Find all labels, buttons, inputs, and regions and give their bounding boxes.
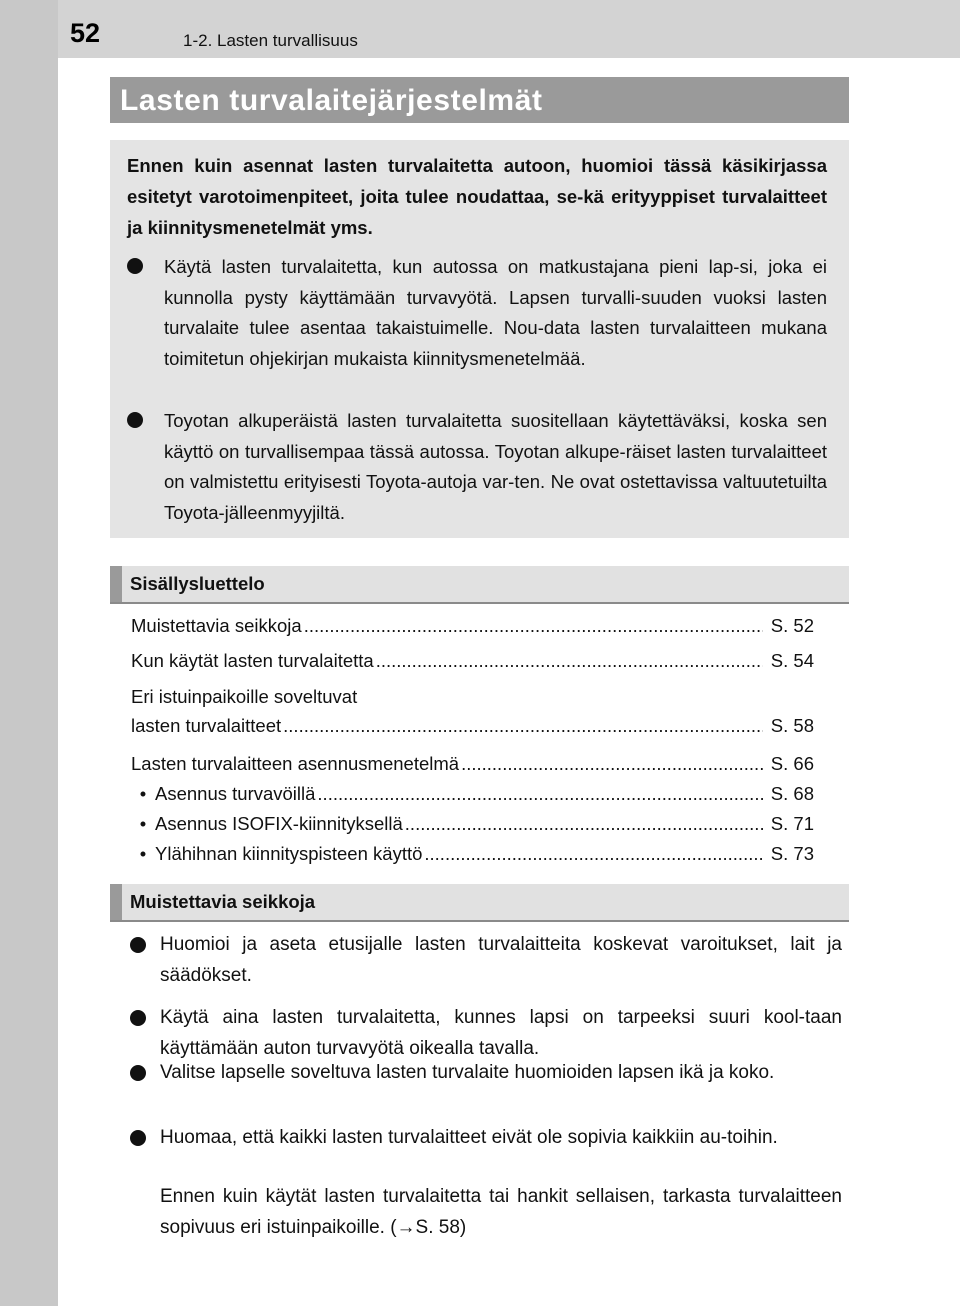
dot-leader bbox=[405, 813, 763, 835]
toc-sub-entry[interactable] bbox=[131, 843, 814, 865]
toc-entry[interactable] bbox=[131, 753, 814, 775]
toc-entry-text: Muistettavia seikkoja bbox=[131, 615, 302, 636]
section-label: 1-2. Lasten turvallisuus bbox=[183, 31, 358, 50]
bullet-icon bbox=[130, 1130, 146, 1146]
intro-lead: Ennen kuin asennat lasten turvalaitetta autoon, huomioi tässä käsikirjassa esitetyt varotoimenpiteet, joita tulee noudattaa, se-kä erityyppiset turvalaitteet ja kiinnitysmenetelmät yms. bbox=[127, 155, 827, 238]
list-item bbox=[130, 1002, 842, 1064]
toc-sub-entry-text: • Asennus ISOFIX-kiinnityksellä bbox=[131, 813, 403, 835]
toc-entry-text: lasten turvalaitteet bbox=[131, 715, 282, 736]
dot-leader bbox=[304, 615, 763, 637]
bullet-icon bbox=[130, 1065, 146, 1081]
bullet-icon bbox=[127, 412, 143, 428]
dot-leader bbox=[461, 753, 763, 775]
dot-leader bbox=[317, 783, 762, 805]
page-title: Lasten turvalaitejärjestelmät bbox=[120, 84, 543, 117]
toc-entry[interactable] bbox=[131, 650, 814, 672]
toc-page-ref: S. 54 bbox=[770, 650, 814, 671]
list-item bbox=[130, 1122, 842, 1153]
toc-page-ref: S. 71 bbox=[770, 813, 814, 834]
list-item-text: Käytä aina lasten turvalaitetta, kunnes lapsi on tarpeeksi suuri kool-taan käyttämään auton turvavyötä oikealla tavalla. bbox=[160, 1007, 842, 1059]
muistettavia-heading: Muistettavia seikkoja bbox=[130, 891, 316, 912]
bullet-icon bbox=[130, 937, 146, 953]
toc-page-ref: S. 52 bbox=[770, 615, 814, 636]
intro-bullet bbox=[127, 252, 827, 374]
toc-entry-text: Kun käytät lasten turvalaitetta bbox=[131, 650, 374, 671]
toc-page-ref: S. 58 bbox=[770, 715, 814, 736]
list-item-text: Huomaa, että kaikki lasten turvalaitteet eivät ole sopivia kaikkiin au-toihin. bbox=[160, 1127, 778, 1148]
list-item-text: Huomioi ja aseta etusijalle lasten turvalaitteita koskevat varoitukset, lait ja säädökset. bbox=[160, 934, 842, 986]
toc-entry-text: Lasten turvalaitteen asennusmenetelmä bbox=[131, 753, 460, 774]
toc-page-ref: S. 68 bbox=[770, 783, 814, 804]
toc-sub-entry-text: • Ylähihnan kiinnityspisteen käyttö bbox=[131, 843, 422, 865]
list-item-continuation: Ennen kuin käytät lasten turvalaitetta tai hankit sellaisen, tarkasta turvalaitteen sopivuus eri istuinpaikoille. (→S. 58) bbox=[160, 1186, 842, 1238]
list-item bbox=[130, 929, 842, 991]
dot-leader bbox=[283, 715, 763, 737]
toc-heading-bar bbox=[110, 566, 849, 604]
list-item-text: Valitse lapselle soveltuva lasten turvalaite huomioiden lapsen ikä ja koko. bbox=[160, 1062, 775, 1083]
list-item bbox=[130, 1057, 842, 1088]
left-margin-strip bbox=[0, 0, 58, 1306]
toc-heading: Sisällysluettelo bbox=[130, 573, 265, 594]
intro-bullet-text: Toyotan alkuperäistä lasten turvalaitetta suositellaan käytettäväksi, koska sen käyttö on turvallisempaa tässä autossa. Toyotan alkupe-räiset lasten turvalaitteet on valmistettu erityisesti Toyota-autoja var-ten. Ne ovat ostettavissa valtuutetuilta Toyota-jälleenmyyjiltä. bbox=[164, 410, 827, 523]
toc-page-ref: S. 66 bbox=[770, 753, 814, 774]
toc-sub-entry-text: • Asennus turvavöillä bbox=[131, 783, 315, 805]
toc-sub-entry[interactable] bbox=[131, 813, 814, 835]
muistettavia-heading-bar bbox=[110, 884, 849, 922]
intro-bullet-text: Käytä lasten turvalaitetta, kun autossa on matkustajana pieni lap-si, joka ei kunnolla pysty käyttämään turvavyötä. Lapsen turvalli-suuden vuoksi lasten turvalaite tulee asentaa takaistuimelle. Nou-data lasten turvalaitteen mukana toimitetun ohjekirjan mukaista kiinnitysmenetelmää. bbox=[164, 256, 827, 369]
toc-entry[interactable] bbox=[131, 715, 814, 737]
toc-entry-line1: Eri istuinpaikoille soveltuvat bbox=[131, 686, 358, 707]
bullet-icon bbox=[130, 1010, 146, 1026]
bullet-icon bbox=[127, 258, 143, 274]
dot-leader bbox=[376, 650, 763, 672]
toc-page-ref: S. 73 bbox=[770, 843, 814, 864]
dot-leader bbox=[424, 843, 762, 865]
toc-sub-entry[interactable] bbox=[131, 783, 814, 805]
toc-entry[interactable] bbox=[131, 615, 814, 637]
page-number: 52 bbox=[70, 18, 101, 48]
intro-bullet bbox=[127, 406, 827, 528]
